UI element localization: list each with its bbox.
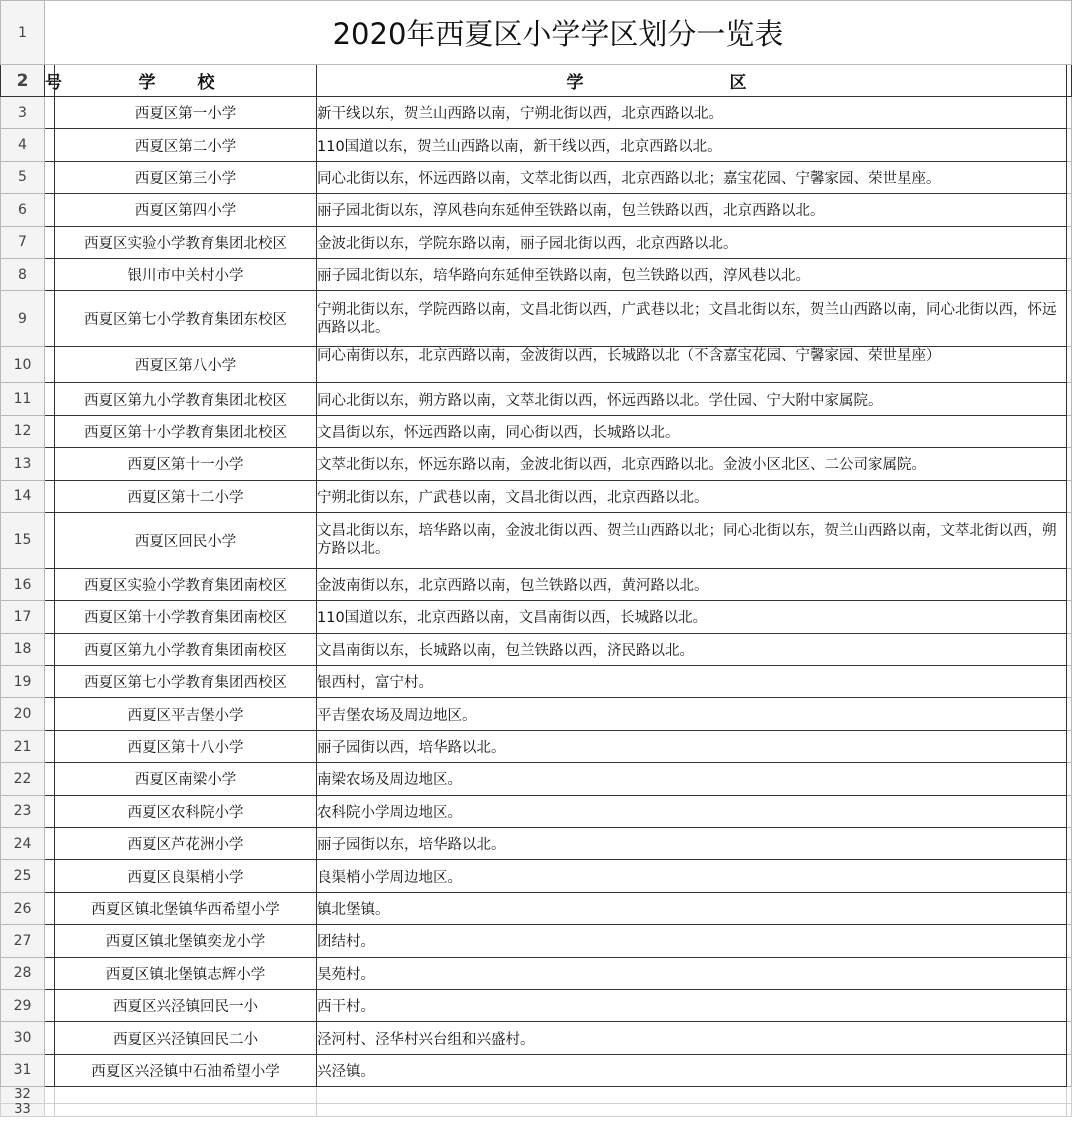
cell-seq[interactable] — [45, 291, 55, 347]
cell-district-text: 泾河村、泾华村兴台组和兴盛村。 — [317, 1031, 535, 1048]
table-row[interactable] — [1, 1054, 1072, 1086]
title-row[interactable] — [1, 1, 1072, 65]
row-header[interactable]: 32 — [1, 1087, 45, 1104]
cell-seq[interactable] — [45, 129, 55, 161]
cell-district[interactable] — [317, 989, 1067, 1021]
cell-district[interactable] — [317, 666, 1067, 698]
cell-empty[interactable] — [317, 1104, 1067, 1117]
cell-district[interactable] — [317, 957, 1067, 989]
table-row[interactable] — [1, 480, 1072, 512]
cell-district[interactable] — [317, 512, 1067, 568]
table-row[interactable] — [1, 795, 1072, 827]
cell-school[interactable]: 西夏区兴泾镇中石油希望小学 — [55, 1054, 317, 1086]
row-header[interactable]: 28 — [1, 957, 45, 989]
cell-district-text: 金波南街以东，北京西路以南，包兰铁路以西，黄河路以北。 — [317, 578, 709, 595]
cell-school[interactable]: 西夏区第七小学教育集团东校区 — [55, 291, 317, 347]
cell-district[interactable] — [317, 925, 1067, 957]
cell-school[interactable]: 西夏区回民小学 — [55, 512, 317, 568]
cell-empty[interactable] — [1067, 1087, 1072, 1104]
row-header[interactable]: 13 — [1, 448, 45, 480]
table-row[interactable] — [1, 226, 1072, 258]
cell-school[interactable]: 西夏区第七小学教育集团西校区 — [55, 666, 317, 698]
cell-district[interactable] — [317, 601, 1067, 633]
cell-empty[interactable] — [1067, 161, 1072, 193]
cell-district[interactable] — [317, 347, 1067, 383]
cell-empty[interactable] — [55, 1104, 317, 1117]
cell-district[interactable] — [317, 415, 1067, 447]
cell-district[interactable] — [317, 480, 1067, 512]
cell-school[interactable]: 西夏区第十二小学 — [55, 480, 317, 512]
cell-seq[interactable] — [45, 601, 55, 633]
row-header[interactable]: 1 — [1, 1, 45, 65]
cell-school[interactable]: 西夏区镇北堡镇志辉小学 — [55, 957, 317, 989]
table-row[interactable] — [1, 1104, 1072, 1117]
cell-school[interactable]: 西夏区第十八小学 — [55, 730, 317, 762]
cell-seq[interactable] — [45, 415, 55, 447]
table-row[interactable] — [1, 161, 1072, 193]
cell-school[interactable]: 西夏区第二小学 — [55, 129, 317, 161]
cell-district[interactable] — [317, 291, 1067, 347]
cell-empty[interactable] — [1067, 347, 1072, 383]
cell-seq[interactable] — [45, 666, 55, 698]
cell-school[interactable]: 西夏区第四小学 — [55, 194, 317, 226]
row-header[interactable]: 12 — [1, 415, 45, 447]
cell-empty[interactable] — [55, 1087, 317, 1104]
cell-empty[interactable] — [1067, 860, 1072, 892]
cell-empty[interactable] — [1067, 601, 1072, 633]
row-header[interactable]: 3 — [1, 97, 45, 129]
cell-seq[interactable] — [45, 957, 55, 989]
cell-district[interactable] — [317, 1054, 1067, 1086]
row-header[interactable]: 16 — [1, 568, 45, 600]
row-header[interactable]: 10 — [1, 347, 45, 383]
cell-school[interactable]: 西夏区第一小学 — [55, 97, 317, 129]
cell-district-text: 昊苑村。 — [317, 966, 375, 983]
row-header[interactable]: 14 — [1, 480, 45, 512]
table-row[interactable] — [1, 925, 1072, 957]
column-header-district-label: 学 区 — [566, 73, 817, 93]
cell-district-text: 银西村，富宁村。 — [317, 675, 433, 692]
cell-empty[interactable] — [1067, 892, 1072, 924]
table-row[interactable] — [1, 633, 1072, 665]
cell-district-text: 农科院小学周边地区。 — [317, 804, 462, 821]
cell-school[interactable]: 西夏区实验小学教育集团南校区 — [55, 568, 317, 600]
cell-empty[interactable] — [1067, 129, 1072, 161]
cell-empty[interactable] — [1067, 512, 1072, 568]
cell-district-text: 丽子园街以东，培华路以北。 — [317, 837, 506, 854]
cell-empty[interactable] — [1067, 633, 1072, 665]
cell-district-text: 西干村。 — [317, 999, 375, 1016]
cell-district-text: 文昌北街以东，培华路以南，金波北街以西、贺兰山西路以北；同心北街以东，贺兰山西路以南，文萃北街以西，朔方路以北。 — [317, 523, 1057, 558]
cell-school[interactable]: 西夏区兴泾镇回民一小 — [55, 989, 317, 1021]
cell-school[interactable]: 西夏区第十一小学 — [55, 448, 317, 480]
row-header[interactable]: 23 — [1, 795, 45, 827]
cell-district-text: 良渠梢小学周边地区。 — [317, 869, 462, 886]
cell-district-text: 南梁农场及周边地区。 — [317, 772, 462, 789]
cell-empty[interactable] — [1067, 291, 1072, 347]
cell-empty[interactable] — [45, 1104, 55, 1117]
cell-district[interactable] — [317, 97, 1067, 129]
cell-district[interactable] — [317, 828, 1067, 860]
cell-empty[interactable] — [1067, 730, 1072, 762]
cell-district-text: 文萃北街以东，怀远东路以南，金波北街以西，北京西路以北。金波小区北区、二公司家属院。 — [317, 457, 926, 474]
cell-seq[interactable] — [45, 925, 55, 957]
row-header[interactable]: 19 — [1, 666, 45, 698]
table-row[interactable] — [1, 512, 1072, 568]
cell-district[interactable] — [317, 795, 1067, 827]
table-row[interactable] — [1, 860, 1072, 892]
cell-seq[interactable] — [45, 194, 55, 226]
cell-empty[interactable] — [317, 1087, 1067, 1104]
table-row[interactable] — [1, 347, 1072, 383]
table-row[interactable] — [1, 415, 1072, 447]
cell-school[interactable]: 西夏区兴泾镇回民二小 — [55, 1022, 317, 1054]
cell-district-text: 110国道以东，贺兰山西路以南，新干线以西，北京西路以北。 — [317, 138, 722, 155]
cell-seq[interactable] — [45, 860, 55, 892]
table-row[interactable] — [1, 258, 1072, 290]
cell-seq[interactable] — [45, 448, 55, 480]
row-header[interactable]: 22 — [1, 763, 45, 795]
cell-school[interactable]: 西夏区第九小学教育集团南校区 — [55, 633, 317, 665]
cell-district-text: 平吉堡农场及周边地区。 — [317, 707, 477, 724]
table-row[interactable] — [1, 1087, 1072, 1104]
cell-district[interactable] — [317, 568, 1067, 600]
row-header[interactable]: 31 — [1, 1054, 45, 1086]
cell-district-text: 新干线以东，贺兰山西路以南，宁朔北街以西，北京西路以北。 — [317, 106, 723, 123]
cell-empty[interactable] — [1067, 989, 1072, 1021]
row-header[interactable]: 15 — [1, 512, 45, 568]
cell-empty[interactable] — [1067, 1022, 1072, 1054]
row-header[interactable]: 25 — [1, 860, 45, 892]
table-row[interactable] — [1, 666, 1072, 698]
cell-district[interactable] — [317, 860, 1067, 892]
row-header[interactable]: 17 — [1, 601, 45, 633]
cell-empty[interactable] — [1067, 828, 1072, 860]
column-header-school[interactable] — [55, 65, 317, 97]
cell-seq[interactable] — [45, 347, 55, 383]
cell-district[interactable] — [317, 194, 1067, 226]
row-header[interactable]: 11 — [1, 383, 45, 415]
cell-district-text: 同心北街以东，怀远西路以南，文萃北街以西，北京西路以北；嘉宝花园、宁馨家园、荣世星座。 — [317, 170, 941, 187]
cell-seq[interactable] — [45, 383, 55, 415]
cell-empty[interactable] — [1067, 226, 1072, 258]
page-title[interactable]: 2020年西夏区小学学区划分一览表 — [45, 1, 1072, 65]
cell-seq[interactable] — [45, 892, 55, 924]
table-row[interactable] — [1, 698, 1072, 730]
cell-seq[interactable] — [45, 730, 55, 762]
row-header[interactable]: 9 — [1, 291, 45, 347]
cell-seq[interactable] — [45, 480, 55, 512]
cell-district[interactable] — [317, 161, 1067, 193]
table-row[interactable] — [1, 568, 1072, 600]
cell-school[interactable]: 银川市中关村小学 — [55, 258, 317, 290]
row-header[interactable]: 8 — [1, 258, 45, 290]
cell-empty[interactable] — [1067, 448, 1072, 480]
cell-empty[interactable] — [1067, 698, 1072, 730]
row-header[interactable]: 2 — [1, 65, 45, 97]
cell-school[interactable]: 西夏区第九小学教育集团北校区 — [55, 383, 317, 415]
cell-district-text: 团结村。 — [317, 934, 375, 951]
cell-seq[interactable] — [45, 258, 55, 290]
cell-school[interactable]: 西夏区南梁小学 — [55, 763, 317, 795]
cell-empty[interactable] — [1067, 1054, 1072, 1086]
cell-district[interactable] — [317, 383, 1067, 415]
cell-district-text: 文昌南街以东，长城路以南，包兰铁路以西，济民路以北。 — [317, 642, 694, 659]
cell-school[interactable]: 西夏区第十小学教育集团北校区 — [55, 415, 317, 447]
cell-empty[interactable] — [1067, 925, 1072, 957]
row-header[interactable]: 24 — [1, 828, 45, 860]
table-row[interactable] — [1, 291, 1072, 347]
cell-district-text: 110国道以东，北京西路以南，文昌南街以西，长城路以北。 — [317, 610, 708, 627]
table-row[interactable] — [1, 448, 1072, 480]
cell-school[interactable]: 西夏区良渠梢小学 — [55, 860, 317, 892]
table-row[interactable] — [1, 892, 1072, 924]
cell-empty[interactable] — [1067, 957, 1072, 989]
cell-seq[interactable] — [45, 763, 55, 795]
cell-district[interactable] — [317, 730, 1067, 762]
cell-seq[interactable] — [45, 161, 55, 193]
row-header[interactable]: 33 — [1, 1104, 45, 1117]
cell-school[interactable]: 西夏区芦花洲小学 — [55, 828, 317, 860]
row-header[interactable]: 4 — [1, 129, 45, 161]
cell-district-text: 同心南街以东，北京西路以南，金波街以西，长城路以北（不含嘉宝花园、宁馨家园、荣世星座） — [317, 347, 941, 364]
cell-empty[interactable] — [1067, 258, 1072, 290]
cell-seq[interactable] — [45, 698, 55, 730]
cell-district-text: 文昌街以东，怀远西路以南，同心街以西，长城路以北。 — [317, 424, 680, 441]
row-header[interactable]: 26 — [1, 892, 45, 924]
cell-district[interactable] — [317, 892, 1067, 924]
table-row[interactable] — [1, 989, 1072, 1021]
cell-empty[interactable] — [1067, 194, 1072, 226]
table-row[interactable] — [1, 828, 1072, 860]
row-header[interactable]: 5 — [1, 161, 45, 193]
cell-empty[interactable] — [1067, 763, 1072, 795]
table-row[interactable] — [1, 97, 1072, 129]
row-header[interactable]: 20 — [1, 698, 45, 730]
table-row[interactable] — [1, 194, 1072, 226]
cell-seq[interactable] — [45, 568, 55, 600]
cell-district[interactable] — [317, 258, 1067, 290]
cell-empty[interactable] — [1067, 568, 1072, 600]
table-row[interactable] — [1, 1022, 1072, 1054]
cell-school[interactable]: 西夏区农科院小学 — [55, 795, 317, 827]
cell-school[interactable]: 西夏区镇北堡镇华西希望小学 — [55, 892, 317, 924]
cell-school[interactable]: 西夏区平吉堡小学 — [55, 698, 317, 730]
cell-empty[interactable] — [1067, 383, 1072, 415]
cell-school[interactable]: 西夏区第八小学 — [55, 347, 317, 383]
cell-seq[interactable] — [45, 828, 55, 860]
cell-school[interactable]: 西夏区镇北堡镇奕龙小学 — [55, 925, 317, 957]
row-header[interactable]: 21 — [1, 730, 45, 762]
cell-district[interactable] — [317, 448, 1067, 480]
table-row[interactable] — [1, 129, 1072, 161]
cell-district-text: 丽子园北街以东，淳风巷向东延伸至铁路以南，包兰铁路以西，北京西路以北。 — [317, 203, 825, 220]
cell-empty[interactable] — [1067, 1104, 1072, 1117]
row-header[interactable]: 7 — [1, 226, 45, 258]
table-row[interactable] — [1, 763, 1072, 795]
cell-empty[interactable] — [1067, 666, 1072, 698]
row-header[interactable]: 6 — [1, 194, 45, 226]
cell-seq[interactable] — [45, 795, 55, 827]
cell-empty[interactable] — [45, 1087, 55, 1104]
table-row[interactable] — [1, 383, 1072, 415]
cell-seq[interactable] — [45, 1054, 55, 1086]
row-header[interactable]: 18 — [1, 633, 45, 665]
cell-school[interactable]: 西夏区第十小学教育集团南校区 — [55, 601, 317, 633]
cell-seq[interactable] — [45, 226, 55, 258]
cell-district-text: 同心北街以东，朔方路以南，文萃北街以西，怀远西路以北。学仕园、宁大附中家属院。 — [317, 392, 883, 409]
cell-district-text: 金波北街以东，学院东路以南，丽子园北街以西，北京西路以北。 — [317, 235, 738, 252]
cell-seq[interactable] — [45, 989, 55, 1021]
row-header[interactable]: 29 — [1, 989, 45, 1021]
table-row[interactable] — [1, 957, 1072, 989]
cell-empty[interactable] — [1067, 480, 1072, 512]
cell-district-text: 丽子园北街以东，培华路向东延伸至铁路以南，包兰铁路以西，淳风巷以北。 — [317, 268, 810, 285]
cell-district-text: 丽子园街以西，培华路以北。 — [317, 740, 506, 757]
cell-district-text: 宁朔北街以东，学院西路以南，文昌北街以西，广武巷以北；文昌北街以东，贺兰山西路以南，同心北街以西，怀远西路以北。 — [317, 301, 1057, 336]
cell-empty[interactable] — [1067, 415, 1072, 447]
column-header-seq[interactable]: 号 — [45, 65, 55, 97]
cell-district[interactable] — [317, 633, 1067, 665]
cell-seq[interactable] — [45, 633, 55, 665]
table-row[interactable] — [1, 601, 1072, 633]
cell-district[interactable] — [317, 763, 1067, 795]
column-header-district[interactable] — [317, 65, 1067, 97]
table-row[interactable] — [1, 730, 1072, 762]
cell-district[interactable] — [317, 129, 1067, 161]
cell-district-text: 兴泾镇。 — [317, 1063, 375, 1080]
cell-district[interactable] — [317, 698, 1067, 730]
cell-seq[interactable] — [45, 1022, 55, 1054]
cell-empty[interactable] — [1067, 65, 1072, 97]
cell-empty[interactable] — [1067, 97, 1072, 129]
cell-district-text: 宁朔北街以东，广武巷以南，文昌北街以西，北京西路以北。 — [317, 489, 709, 506]
row-header[interactable]: 30 — [1, 1022, 45, 1054]
header-row[interactable] — [1, 65, 1072, 97]
cell-district[interactable] — [317, 1022, 1067, 1054]
cell-seq[interactable] — [45, 97, 55, 129]
cell-school[interactable]: 西夏区实验小学教育集团北校区 — [55, 226, 317, 258]
cell-district-text: 镇北堡镇。 — [317, 902, 390, 918]
cell-empty[interactable] — [1067, 795, 1072, 827]
row-header[interactable]: 27 — [1, 925, 45, 957]
cell-school[interactable]: 西夏区第三小学 — [55, 161, 317, 193]
column-header-school-label: 学 校 — [138, 73, 233, 93]
cell-seq[interactable] — [45, 512, 55, 568]
cell-district[interactable] — [317, 226, 1067, 258]
